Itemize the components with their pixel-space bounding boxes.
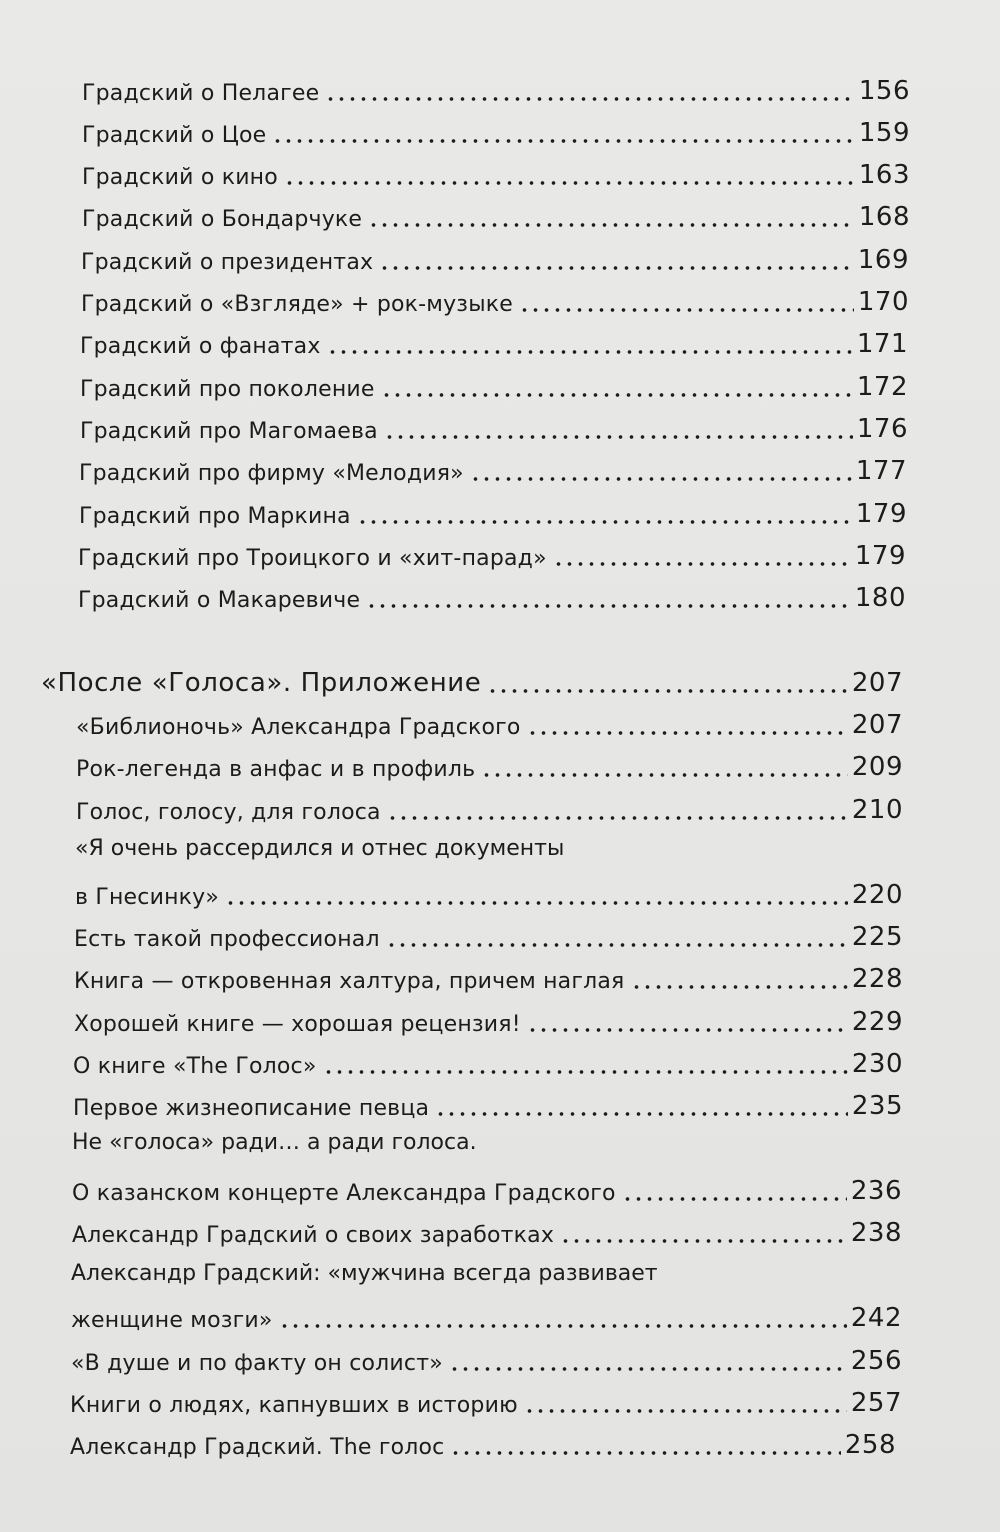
toc-entry-title: Книга — откровенная халтура, причем наглая	[74, 969, 625, 994]
toc-entry[interactable]	[72, 1212, 902, 1248]
dot-leader	[379, 249, 854, 271]
toc-entry-page: 242	[850, 1303, 902, 1333]
toc-entry-page: 179	[855, 499, 907, 529]
dot-leader	[279, 1307, 847, 1329]
toc-entry-page: 179	[854, 541, 906, 571]
toc-entry[interactable]	[70, 1382, 902, 1418]
toc-entry-title: Голос, голосу, для голоса	[76, 800, 381, 825]
toc-entry-title: Градский про Магомаева	[80, 419, 378, 444]
toc-entry-title: О казанском концерте Александра Градского	[72, 1181, 616, 1206]
toc-entry[interactable]	[74, 1001, 903, 1037]
toc-entry-title: Есть такой профессионал	[74, 927, 380, 952]
toc-entry-title: Градский о фанатах	[80, 334, 321, 359]
toc-entry-title: Градский о президентах	[81, 250, 374, 275]
toc-entry[interactable]	[80, 366, 908, 402]
toc-entry[interactable]	[76, 789, 903, 825]
dot-leader	[284, 164, 855, 186]
toc-entry-page: 258	[844, 1430, 896, 1460]
toc-entry-title: Градский о Пелагее	[82, 81, 320, 106]
toc-entry-page: 230	[851, 1049, 903, 1079]
toc-entry[interactable]	[82, 70, 910, 106]
toc-entry[interactable]	[76, 746, 903, 782]
toc-entry-page: 220	[851, 880, 903, 910]
toc-entry[interactable]	[76, 704, 903, 740]
toc-entry-page: 210	[851, 795, 903, 825]
toc-entry-title: Градский про Маркина	[79, 504, 351, 529]
dot-leader	[519, 291, 854, 313]
toc-entry-title: Градский про поколение	[80, 377, 375, 402]
toc-entry-title: «Библионочь» Александра Градского	[76, 715, 521, 740]
dot-leader	[386, 926, 848, 948]
toc-entry-title: Хорошей книге — хорошая рецензия!	[74, 1012, 521, 1037]
toc-entry[interactable]	[81, 281, 909, 317]
toc-entry-title: Книги о людях, капнувших в историю	[70, 1393, 518, 1418]
toc-entry-page: 238	[850, 1218, 902, 1248]
toc-subheading: Не «голоса» ради… а ради голоса.	[72, 1130, 477, 1155]
toc-entry-page: 170	[857, 287, 909, 317]
dot-leader	[327, 333, 853, 355]
dot-leader	[357, 503, 852, 525]
toc-entry[interactable]	[78, 577, 906, 613]
toc-entry-page: 172	[856, 372, 908, 402]
toc-entry[interactable]	[71, 1297, 902, 1333]
toc-entry-page: 176	[856, 414, 908, 444]
dot-leader	[368, 206, 855, 228]
dot-leader	[325, 80, 855, 102]
section-title: «После «Голоса». Приложение	[41, 668, 482, 698]
toc-entry[interactable]	[73, 1043, 903, 1079]
toc-entry-title: Градский про фирму «Мелодия»	[79, 461, 464, 486]
toc-entry-page: 257	[850, 1388, 902, 1418]
toc-entry-page: 169	[857, 245, 909, 275]
toc-entry-page: 229	[851, 1007, 903, 1037]
toc-entry[interactable]	[70, 1424, 896, 1460]
toc-entry-title: Градский о «Взгляде» + рок-музыке	[81, 292, 513, 317]
toc-entry[interactable]	[78, 535, 906, 571]
toc-entry-title: Градский о кино	[82, 165, 278, 190]
dot-leader	[384, 418, 853, 440]
dot-leader	[560, 1222, 847, 1244]
toc-entry-page: 228	[851, 964, 903, 994]
toc-entry-title-line2: женщине мозги»	[71, 1308, 273, 1333]
dot-leader	[481, 756, 848, 778]
toc-section-heading[interactable]	[41, 662, 903, 698]
toc-entry-page: 209	[851, 752, 903, 782]
toc-entry-page: 168	[858, 202, 910, 232]
toc-entry[interactable]	[79, 450, 907, 486]
toc-entry[interactable]	[74, 958, 903, 994]
toc-entry[interactable]	[81, 239, 909, 275]
toc-entry-page: 256	[850, 1346, 902, 1376]
dot-leader	[524, 1392, 847, 1414]
toc-entry[interactable]	[74, 916, 903, 952]
toc-entry-title: Первое жизнеописание певца	[73, 1096, 430, 1121]
dot-leader	[527, 714, 848, 736]
dot-leader	[225, 884, 848, 906]
section-page: 207	[851, 668, 903, 698]
toc-entry[interactable]	[79, 493, 907, 529]
toc-entry-page: 171	[856, 329, 908, 359]
toc-entry[interactable]	[82, 196, 910, 232]
dot-leader	[470, 460, 852, 482]
toc-entry-page: 159	[858, 118, 910, 148]
toc-entry[interactable]	[82, 112, 910, 148]
dot-leader	[435, 1095, 848, 1117]
toc-entry-page: 177	[855, 456, 907, 486]
toc-entry-title-line2: в Гнесинку»	[75, 885, 220, 910]
toc-entry[interactable]	[73, 1085, 903, 1121]
dot-leader	[381, 376, 853, 398]
toc-entry-page: 163	[858, 160, 910, 190]
dot-leader	[366, 587, 851, 609]
toc-entry-title-line1: Александр Градский: «мужчина всегда развивает	[71, 1261, 658, 1286]
toc-entry-page: 207	[851, 710, 903, 740]
dot-leader	[449, 1350, 847, 1372]
toc-entry[interactable]	[72, 1170, 902, 1206]
dot-leader	[450, 1434, 840, 1456]
toc-entry-title: «В душе и по факту он солист»	[71, 1351, 443, 1376]
toc-entry[interactable]	[71, 1340, 902, 1376]
toc-entry[interactable]	[75, 874, 903, 910]
toc-entry-page: 236	[850, 1176, 902, 1206]
toc-entry[interactable]	[80, 323, 908, 359]
dot-leader	[527, 1011, 848, 1033]
toc-entry-title: О книге «The Голос»	[73, 1054, 317, 1079]
dot-leader	[387, 799, 848, 821]
toc-entry-title-line1: «Я очень рассердился и отнес документы	[75, 836, 565, 861]
toc-entry-title: Градский про Троицкого и «хит-парад»	[78, 546, 547, 571]
toc-entry-title: Градский о Бондарчуке	[82, 207, 363, 232]
toc-entry-title: Градский о Макаревиче	[78, 588, 361, 613]
toc-entry-title: Александр Градский о своих заработках	[72, 1223, 555, 1248]
toc-entry[interactable]	[82, 154, 910, 190]
dot-leader	[272, 122, 854, 144]
toc-entry-title: Градский о Цое	[82, 123, 267, 148]
dot-leader	[622, 1180, 847, 1202]
dot-leader	[631, 968, 848, 990]
dot-leader	[487, 672, 847, 694]
toc-entry-page: 235	[851, 1091, 903, 1121]
toc-entry-page: 156	[858, 76, 910, 106]
dot-leader	[553, 545, 851, 567]
toc-entry-page: 225	[851, 922, 903, 952]
toc-entry-title: Рок-легенда в анфас и в профиль	[76, 757, 476, 782]
toc-entry[interactable]	[80, 408, 908, 444]
toc-entry-title: Александр Градский. The голос	[70, 1435, 445, 1460]
toc-entry-page: 180	[854, 583, 906, 613]
dot-leader	[323, 1053, 848, 1075]
